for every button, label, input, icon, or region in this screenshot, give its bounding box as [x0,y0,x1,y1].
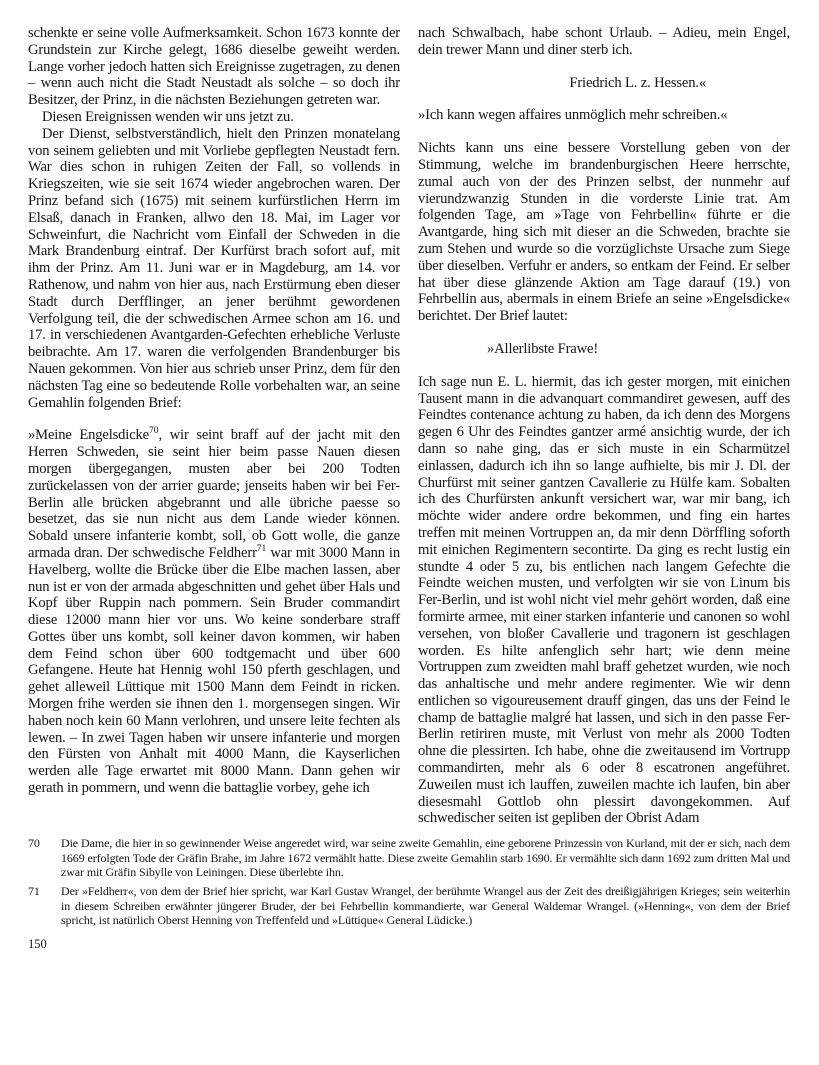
letter-postscript: »Ich kann wegen affaires unmöglich mehr schreiben.« [418,107,728,124]
column-right [418,25,790,827]
footnote-number: 70 [28,836,40,851]
page-number: 150 [28,936,47,951]
body-paragraph: Nichts kann uns eine bessere Vorstellung geben von der Stimmung, welche im brandenburgischen Heere herrschte, zumal auch von der des Prinzen selbst, der nunmehr auf vierundzwanzig Stunden in die vorderste Linie trat. Am folgenden Tage, am »Tage von Fehrbellin« führte er die Avantgarde, hing sich mit dieser an die Schweden, brachte sie zum Stehen und wurde so die vorzüglichste Ursache zum Siege über dieselben. Verfuhr er anders, so entkam der Feind. Er selber hat über diese glänzende Aktion am Tage darauf (19.) von Fehrbellin aus, abermals in einem Briefe an seine »Engelsdicke« berichtet. Der Brief lautet: [418,140,790,325]
body-paragraph: Diesen Ereignissen wenden wir uns jetzt zu. [42,108,294,125]
text-columns [28,25,790,827]
footnote-reference: 70 [149,426,159,437]
footnote-text: Die Dame, die hier in so gewinnender Weise angeredet wird, war seine zweite Gemahlin, eine geborene Prinzessin von Kurland, mit der er sich, nach dem 1669 erfolgten Tode der Gräfin Brahe, im Jahre 1672 vermählt hatte. Diese zweite Gemahlin starb 1690. Er vermählte sich dann 1692 zum dritten Mal und zwar mit Gräfin Sibylle von Leiningen. Diese überlebte ihn. [61,836,790,880]
footnote-text: Der »Feldherr«, von dem der Brief hier spricht, war Karl Gustav Wrangel, der berühmte Wrangel aus der Zeit des dreißigjährigen Krieges; sein weiterhin in diesem Schreiben erwähnter jüngerer Bruder, der bei Fehrbellin kommandierte, war General Waldemar Wrangel. (»Henning«, von dem der Brief spricht, ist natürlich Oberst Henning von Treffenfeld und »Lüttique« General Lüdicke.) [61,884,790,928]
letter-paragraph: Ich sage nun E. L. hiermit, das ich gester morgen, mit einichen Tausent mann in die advanquart commandiret gewesen, auff des Feindtes contenance achtung zu haben, da ich denn des Morgens gegen 6 Uhr des Feindtes gantzer armé ansichtig wurde, der ich dann so nahe ging, das er sich muste in ein Scharmützel einlassen, dadurch ich ihn so lange aufhielte, bis mir J. Dl. der Churfürst mit seiner gantzen Cavallerie zu Hülfe kam. Sobalten ich des Churfürsten ankunft versichert war, war mir bang, ich möchte wider andere ordre bekommen, und fing ein hartes treffen mit meinen Vortruppen an, da mir denn Dörffling soforth mit einichen Regimentern secontirte. Da ging es recht lustig ein stundte 4 oder 5 zu, bis entlichen nach langem Gefechte die Feindte weichen musten, und verfolgten wir sie von Linum bis Fer-Berlin, und ist wohl nicht viel mehr gehört worden, daß eine formirte armee, mit einer starken infanterie und canonen so wohl versehen, von bloßer Cavallerie und tragonern ist geschlagen worden. Es hilte anfenglich sehr hart; wie denn meine Vortruppen zum zweidten mahl braff gehetzet wurden, wie noch das anhaltische und mehr andere regimenter. Wie wir denn entlichen so vigoureusement drauff gingen, das uns der Feind le champ de battaglie malgré hat lassen, und sich in den passe Fer-Berlin retiriren muste, mit Verlust von mehr als 2000 Todten ohne die plessirten. Ich habe, ohne die zweitausend im Vortrupp commandirten, mehr als 6 oder 8 escatronen angeführet. Zuweilen must ich lauffen, zuweilen machte ich laufen, bin aber diesesmahl Gottlob ohn plessirt davongekommen. Auf schwedischer seiten ist gepliben der Obrist Adam [418,373,790,827]
letter-signature: Friedrich L. z. Hessen.« [569,74,706,91]
letter-paragraph: »Meine Engelsdicke$^{70}$, wir seint braff auf der jacht mit den Herren Schweden, sie seint hier beim passe Nauen diesen morgen übergegangen, musten aber bei 200 Todten zurückelassen von der arrier guarde; jenseits haben wir bei Fer-Berlin alle brücken abgebrannt und alle übriche paesse so besetzet, das sie nun nicht aus dem Lande wieder können. Sobald unsere infanterie kombt, soll, ob Gott wolle, die ganze armada dran. Der schwedische Feldherr$^{71}$ war mit 3000 Mann in Havelberg, wollte die Brücke über die Elbe machen lassen, aber nun ist er von der armada abgeschnitten und gehet über Hals und Kopf über Ruppin nach pommern. Sein Bruder commandirt diese 12000 mann hier vor uns. Wo keine sonderbare straff Gottes über uns kombt, soll keiner davon kommen, wir haben dem Feind schon über 600 todtgemacht und über 600 Gefangene. Heute hat Hennig wohl 150 pferth geschlagen, und gehet alleweil Lüttique mit 1500 Mann dem Feindt in ricken. Morgen frihe werden sie ihnen den 1. morgensegen singen. Wir haben noch kein 60 Mann verlohren, und unsere leite fechten als lewen. – In zwei Tagen haben wir unsere infanterie und morgen den Fürsten von Anhalt mit 4000 Mann, die Kayserlichen werden alle Tage erwartet mit 8000 Mann. Dann gehen wir gerath in pommern, und wenn die battaglie vorbey, gehe ich [28,426,400,797]
footnote-item [28,884,790,928]
footnote-reference: 71 [256,544,267,555]
body-paragraph: schenkte er seine volle Aufmerksamkeit. Schon 1673 konnte der Grundstein zur Kirche gelegt, 1686 dieselbe geweiht werden. Lange vorher jedoch hatten sich Ereignisse zugetragen, zu denen – wenn auch nicht die Stadt Neustadt als solche – so doch ihr Besitzer, der Prinz, in die nächsten Beziehungen getreten war. [28,25,400,109]
footnote-item [28,836,790,880]
footnote-number: 71 [28,884,40,899]
column-left [28,25,400,797]
letter-salutation: »Allerlibste Frawe! [487,340,599,357]
letter-paragraph: nach Schwalbach, habe schont Urlaub. – Adieu, mein Engel, dein trewer Mann und diner sterb ich. [418,25,790,58]
footnotes [28,836,790,928]
body-paragraph: Der Dienst, selbstverständlich, hielt den Prinzen monatelang von seinem geliebten und mit Vorliebe gepflegten Neustadt fern. War dies schon in ruhigen Zeiten der Fall, so vollends in Kriegszeiten, wie sie seit 1674 wieder angebrochen waren. Der Prinz befand sich (1675) mit seinem kurfürstlichen Herrn im Elsaß, danach in Franken, allwo den 18. Mai, im Lager vor Schweinfurt, die Nachricht vom Einfall der Schweden in die Mark Brandenburg eintraf. Der Kurfürst brach sofort auf, mit ihm der Prinz. Am 11. Juni war er in Magdeburg, am 14. vor Rathenow, und nahm von hier aus, nach Erstürmung eben dieser Stadt durch Derfflinger, an jener berühmt gewordenen Verfolgung teil, die der schwedischen Armee schon am 16. und 17. in verschiedenen Avantgarden-Gefechten erhebliche Verluste beibrachte. Am 17. waren die verfolgenden Brandenburger bis Nauen gekommen. Von hier aus schrieb unser Prinz, dem für den nächsten Tag eine so bedeutende Rolle vorbehalten war, an seine Gemahlin folgenden Brief: [28,125,400,411]
